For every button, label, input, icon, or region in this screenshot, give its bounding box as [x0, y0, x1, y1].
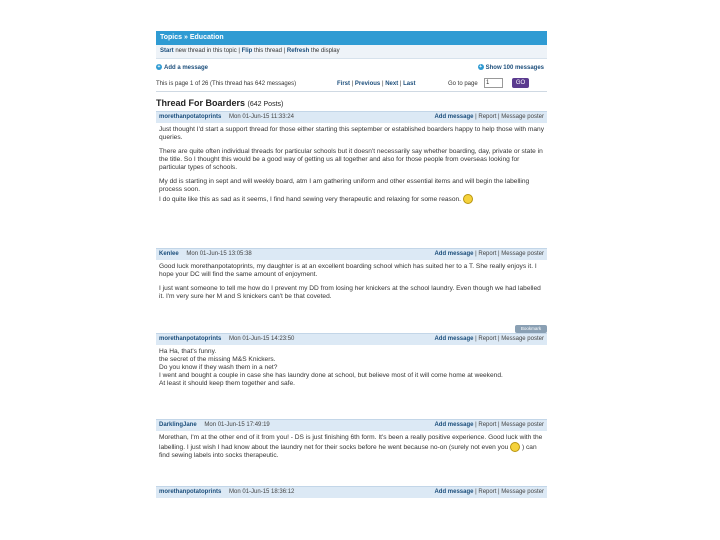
post-date: Mon 01-Jun-15 17:49:19 [204, 422, 270, 428]
message-poster-link[interactable]: Message poster [501, 336, 544, 342]
post-count: (642 Posts) [247, 101, 284, 108]
post-date: Mon 01-Jun-15 18:36:12 [229, 489, 295, 495]
report-link[interactable]: Report [478, 489, 497, 495]
start-thread-link[interactable]: Start new thread in this topic [160, 48, 237, 54]
post-body: Just thought I'd start a support thread for those either starting this september or established boarders happy to help those with many queries. There are quite often individual threads for particular schools but it doesn't necessarily say whether boarding, day, private or state in the title. So I thought this would be a good way of getting us all together and also for those people from overseas looking for particular types of schools. My dd is starting in sept and will weekly board, atm I am gathering uniform and other essential items and will begin the labelling process soon. I do quite like this as sad as it seems, I find hand sewing very therapeutic and relaxing for some reason. [159, 126, 545, 203]
go-button[interactable]: GO [512, 78, 529, 88]
post-actions: Add message | Report | Message poster [434, 336, 544, 342]
smiley-icon [510, 442, 520, 452]
report-link[interactable]: Report [478, 422, 497, 428]
smiley-icon [463, 194, 473, 204]
add-message-button[interactable]: Add message [434, 251, 474, 257]
post-actions: Add message | Report | Message poster [434, 114, 544, 120]
post-actions: Add message | Report | Message poster [434, 422, 544, 428]
show-100-link[interactable]: + Show 100 messages [479, 64, 544, 71]
post-header [156, 248, 547, 260]
plus-icon: + [479, 64, 483, 71]
post-body: Morethan, I'm at the other end of it from you! - DS is just finishing 6th form. It's been a really positive experience. Good luck with the labelling. I just wish I had know about the laundry net for their socks before he went because no-on (surely not even you ) can find sewing labels into socks therapeutic. [159, 434, 543, 459]
thread-subnav: Start new thread in this topic | Flip this thread | Refresh the display [156, 45, 547, 59]
add-message-button[interactable]: Add message [434, 489, 474, 495]
previous-page-link[interactable]: Previous [354, 81, 381, 87]
plus-icon: + [157, 64, 161, 71]
first-page-link[interactable]: First [337, 81, 351, 87]
thread-title: Thread For Boarders (642 Posts) [156, 98, 284, 108]
post-actions: Add message | Report | Message poster [434, 489, 544, 495]
post-body: Ha Ha, that's funny. the secret of the missing M&S Knickers. Do you know if they wash them in a net? I went and bought a couple in case she has laundry done at school, but believe most of it will come home at weekend. At least it should keep them together and safe. [159, 348, 503, 387]
post-author[interactable]: morethanpotatoprints [159, 114, 222, 120]
post-date: Mon 01-Jun-15 14:23:50 [229, 336, 295, 342]
message-poster-link[interactable]: Message poster [501, 251, 544, 257]
add-message-button[interactable]: Add message [434, 422, 474, 428]
add-message-button[interactable]: Add message [434, 336, 474, 342]
breadcrumb-topics[interactable]: Topics [160, 34, 183, 41]
post-header [156, 486, 547, 498]
message-poster-link[interactable]: Message poster [501, 114, 544, 120]
post-date: Mon 01-Jun-15 11:33:24 [229, 114, 294, 120]
breadcrumb-education[interactable]: Education [189, 34, 224, 41]
page-info: This is page 1 of 26 (This thread has 642 messages) [156, 81, 297, 87]
go-to-page-label: Go to page [448, 81, 478, 87]
post-date: Mon 01-Jun-15 13:05:38 [186, 251, 252, 257]
next-page-link[interactable]: Next [385, 81, 399, 87]
add-message-link[interactable]: + Add a message [157, 64, 209, 71]
post-author[interactable]: Kenlee [159, 251, 179, 257]
post-author[interactable]: morethanpotatoprints [159, 336, 222, 342]
pagination-row: This is page 1 of 26 (This thread has 642 messages) First | Previous | Next | Last Go to page 1 GO [156, 77, 547, 92]
report-link[interactable]: Report [478, 336, 497, 342]
message-poster-link[interactable]: Message poster [501, 422, 544, 428]
breadcrumb-separator: » [184, 34, 188, 41]
bookmark-button[interactable]: Bookmark [515, 325, 547, 333]
refresh-link[interactable]: Refresh the display [286, 48, 340, 54]
post-header [156, 111, 547, 123]
report-link[interactable]: Report [478, 114, 497, 120]
flip-thread-link[interactable]: Flip this thread [241, 48, 282, 54]
post-header [156, 333, 547, 345]
forum-page [156, 31, 547, 498]
post-actions: Add message | Report | Message poster [434, 251, 544, 257]
message-actions-row [156, 62, 547, 74]
report-link[interactable]: Report [478, 251, 497, 257]
post-header [156, 419, 547, 431]
topic-header-bar [156, 31, 547, 45]
add-message-button[interactable]: Add message [434, 114, 474, 120]
post-body: Good luck morethanpotatoprints, my daughter is at an excellent boarding school which has suited her to a T. She really enjoys it. I hope your DC will find the same amount of enjoyment. I just want someone to tell me how do I prevent my DD from losing her knickers at the school laundry. Even though we had labelled it. I'm very sure her M and S knickers can't be that coveted. Bookmark [156, 260, 547, 333]
page-number-input[interactable]: 1 [484, 78, 503, 88]
post-author[interactable]: morethanpotatoprints [159, 489, 222, 495]
message-poster-link[interactable]: Message poster [501, 489, 544, 495]
post-author[interactable]: DarklingJane [159, 422, 197, 428]
last-page-link[interactable]: Last [403, 81, 416, 87]
